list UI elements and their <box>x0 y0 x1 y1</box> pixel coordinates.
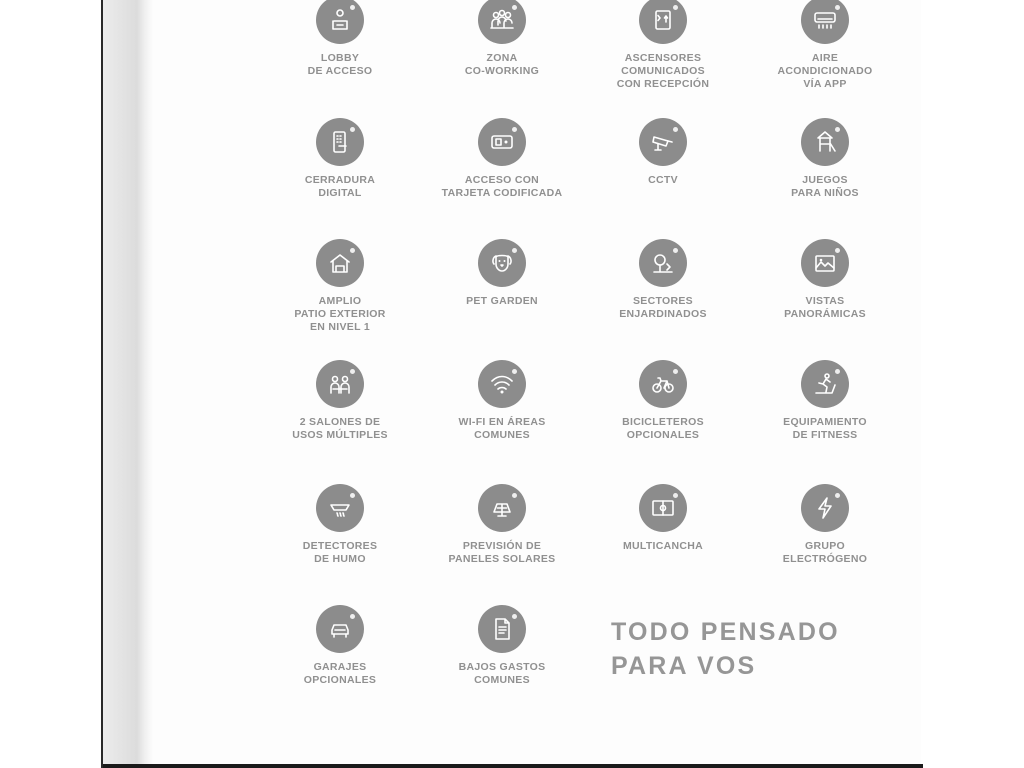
amenity-item <box>588 239 738 321</box>
playground-icon <box>801 118 849 166</box>
sports-court-icon <box>639 484 687 532</box>
amenity-item <box>750 484 900 566</box>
panoramic-view-icon <box>801 239 849 287</box>
amenity-item <box>750 360 900 442</box>
amenity-label: ACCESO CON TARJETA CODIFICADA <box>441 174 563 199</box>
amenity-item <box>265 484 415 566</box>
air-conditioner-icon <box>801 0 849 44</box>
bicycle-icon <box>639 360 687 408</box>
amenity-item <box>427 118 577 200</box>
solar-panel-icon <box>478 484 526 532</box>
amenity-item <box>265 605 415 687</box>
digital-lock-icon <box>316 118 364 166</box>
amenity-item <box>750 118 900 200</box>
amenity-label: 2 SALONES DE USOS MÚLTIPLES <box>292 416 388 441</box>
amenity-label: MULTICANCHA <box>622 540 704 552</box>
tree-icon <box>639 239 687 287</box>
amenity-label: CERRADURA DIGITAL <box>304 174 376 199</box>
document-icon <box>478 605 526 653</box>
amenity-label: LOBBY DE ACCESO <box>307 52 373 77</box>
treadmill-icon <box>801 360 849 408</box>
amenity-label: ZONA CO-WORKING <box>464 52 540 77</box>
amenity-item <box>750 239 900 321</box>
amenity-item <box>427 605 577 687</box>
amenity-label: WI-FI EN ÁREAS COMUNES <box>458 416 546 441</box>
dog-icon <box>478 239 526 287</box>
amenity-label: CCTV <box>648 174 678 186</box>
bottom-border <box>103 764 923 768</box>
amenity-label: EQUIPAMIENTO DE FITNESS <box>783 416 867 441</box>
smoke-detector-icon <box>316 484 364 532</box>
amenity-item <box>427 360 577 442</box>
tagline: TODO PENSADO PARA VOS <box>611 618 840 680</box>
amenity-item <box>427 239 577 308</box>
amenity-label: AMPLIO PATIO EXTERIOR EN NIVEL 1 <box>294 295 386 333</box>
car-icon <box>316 605 364 653</box>
amenity-label: GRUPO ELECTRÓGENO <box>782 540 868 565</box>
amenity-label: PET GARDEN <box>466 295 538 307</box>
amenity-label: AIRE ACONDICIONADO VÍA APP <box>777 52 873 90</box>
amenity-label: GARAJES OPCIONALES <box>303 661 377 686</box>
reception-desk-icon <box>316 0 364 44</box>
amenity-label: ASCENSORES COMUNICADOS CON RECEPCIÓN <box>616 52 710 90</box>
amenity-label: BAJOS GASTOS COMUNES <box>458 661 546 686</box>
amenity-item <box>265 0 415 78</box>
wifi-icon <box>478 360 526 408</box>
amenity-item <box>588 484 738 553</box>
amenity-item <box>588 360 738 442</box>
amenity-item <box>265 239 415 333</box>
amenity-item <box>265 118 415 200</box>
lightning-icon <box>801 484 849 532</box>
amenity-item <box>427 0 577 78</box>
amenity-label: DETECTORES DE HUMO <box>302 540 378 565</box>
elevator-icon <box>639 0 687 44</box>
coworking-people-icon <box>478 0 526 44</box>
amenity-label: JUEGOS PARA NIÑOS <box>791 174 859 199</box>
security-camera-icon <box>639 118 687 166</box>
page-fold-shadow <box>103 0 153 764</box>
meeting-room-icon <box>316 360 364 408</box>
patio-icon <box>316 239 364 287</box>
amenity-label: BICICLETEROS OPCIONALES <box>622 416 704 441</box>
key-card-icon <box>478 118 526 166</box>
amenity-item <box>750 0 900 90</box>
amenity-item <box>588 118 738 187</box>
amenity-item <box>265 360 415 442</box>
amenity-item <box>427 484 577 566</box>
amenity-item <box>588 0 738 90</box>
amenity-label: SECTORES ENJARDINADOS <box>619 295 707 320</box>
amenity-label: PREVISIÓN DE PANELES SOLARES <box>448 540 556 565</box>
amenity-label: VISTAS PANORÁMICAS <box>784 295 866 320</box>
